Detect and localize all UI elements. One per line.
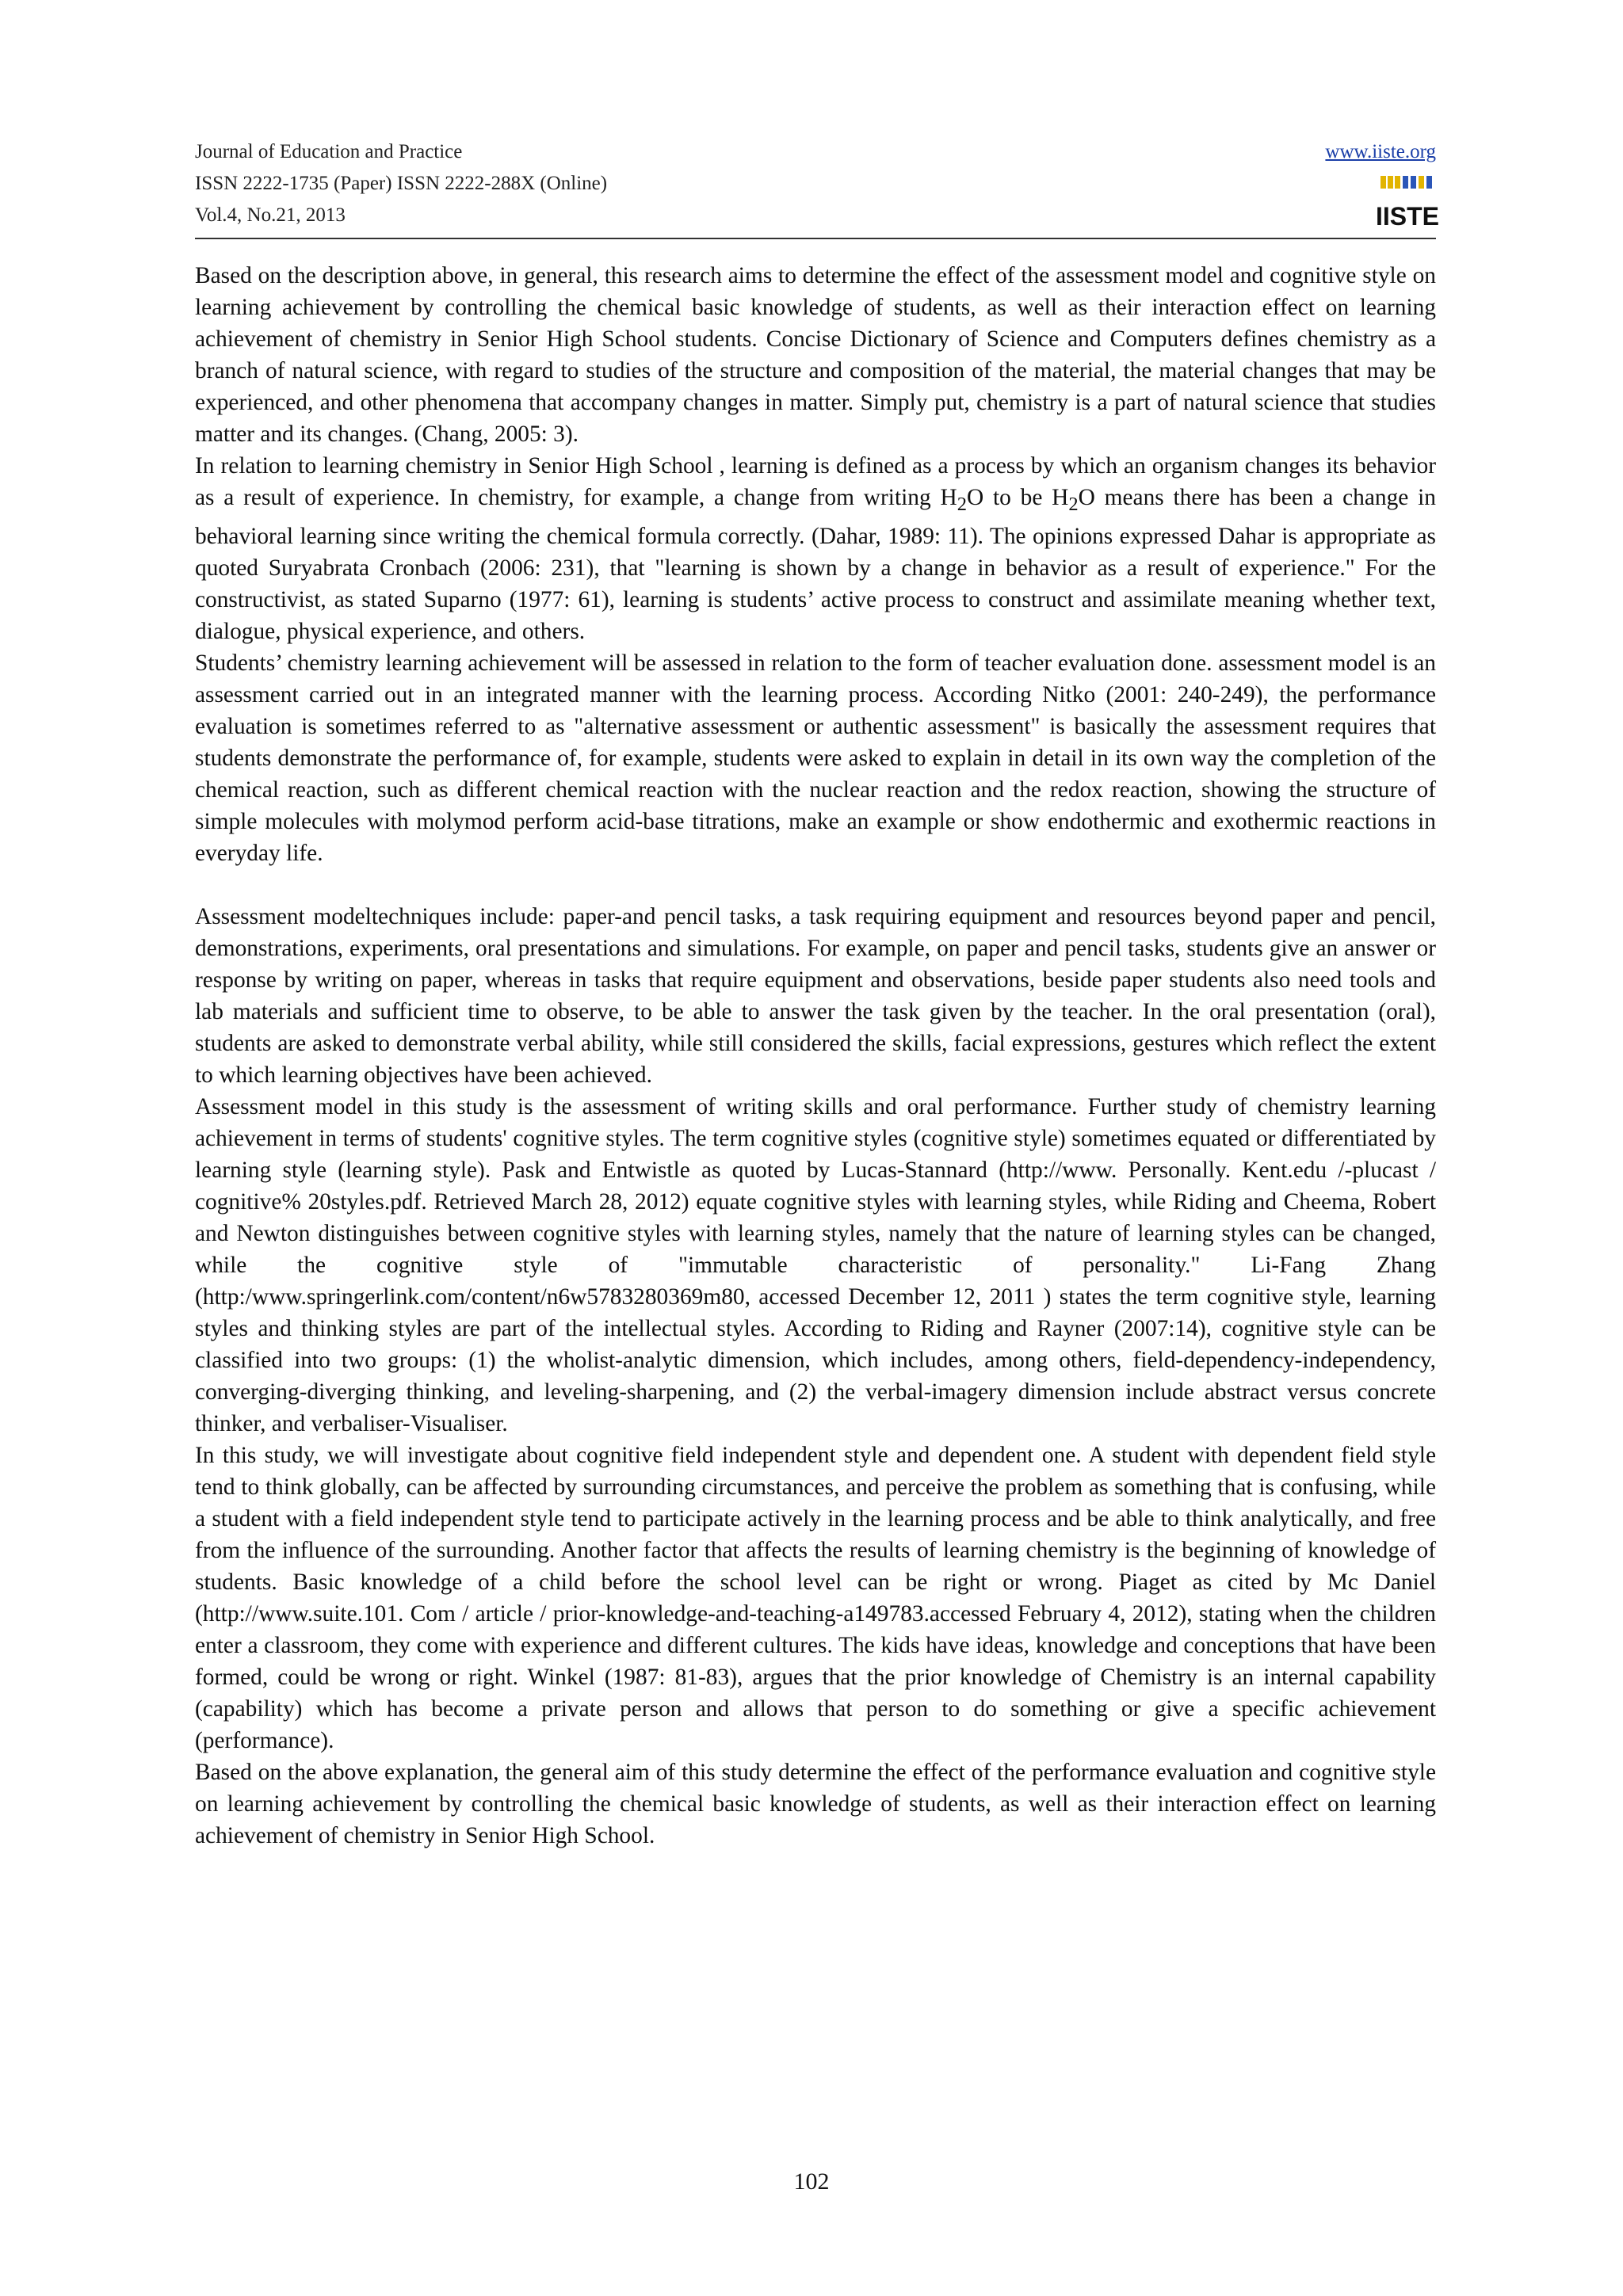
paragraph-conclusion: Based on the above explanation, the general aim of this study determine the effect of the performance evaluation and cognitive style on learning achievement by controlling the chemical basic knowledge of students, as well as their interaction effect on learning achievement of chemistry in Senior High School. bbox=[195, 1759, 1436, 1848]
paragraph-cognitive-styles: Assessment model in this study is the assessment of writing skills and oral performance. Further study of chemistry learning achievement in terms of students' cognitive styles. The term cognitive styles (cognitive style) sometimes equated or differentiated by learning style (learning style). Pask and Entwistle as quoted by Lucas-Stannard (http://www. Personally. Kent.edu /-plucast / cognitive% 20styles.pdf. Retrieved March 28, 2012) equate cognitive styles with learning styles, while Riding and Cheema, Robert and Newton distinguishes between cognitive styles with learning styles, namely that the nature of learning styles can be changed, while the cognitive style of "immutable characteristic of personality." Li-Fang Zhang (http:/www.springerlink.com/content/n6w5783280369m80, accessed December 12, 2011 ) states the term cognitive style, learning styles and thinking styles are part of the intellectual styles. According to Riding and Rayner (2007:14), cognitive style can be classified into two groups: (1) the wholist-analytic dimension, which includes, among others, field-dependency-independency, converging-diverging thinking, and leveling-sharpening, and (2) the verbal-imagery dimension include abstract versus concrete thinker, and verbaliser-Visualiser. bbox=[195, 1093, 1436, 1436]
journal-issn: ISSN 2222-1735 (Paper) ISSN 2222-288X (Online) bbox=[195, 173, 608, 194]
journal-info bbox=[195, 136, 607, 231]
paragraph-intro: Based on the description above, in general, this research aims to determine the effect of the assessment model and cognitive style on learning achievement by controlling the chemical basic knowledge of students, as well as their interaction effect on learning achievement of chemistry in Senior High School students. Concise Dictionary of Science and Computers defines chemistry as a branch of natural science, with regard to studies of the structure and composition of the material, the material changes that may be experienced, and other phenomena that accompany changes in matter. Simply put, chemistry is a part of natural science that studies matter and its changes. (Chang, 2005: 3). bbox=[195, 263, 1436, 447]
paragraph-assessment: Students’ chemistry learning achievement will be assessed in relation to the form of teacher evaluation done. assessment model is an assessment carried out in an integrated manner with the learning process. According Nitko (2001: 240-249), the performance evaluation is sometimes referred to as "alternative assessment or authentic assessment" is basically the assessment requires that students demonstrate the performance of, for example, students were asked to explain in detail in its own way the completion of the chemical reaction, such as different chemical reaction with the nuclear reaction and the redox reaction, showing the structure of simple molecules with molymod perform acid-base titrations, make an example or show endothermic and exothermic reactions in everyday life. bbox=[195, 650, 1436, 866]
journal-title: Journal of Education and Practice bbox=[195, 141, 463, 162]
paragraph-learning-definition bbox=[195, 450, 1436, 647]
paragraph-h2o-part3: O means there has been a change in behavioral learning since writing the chemical formula correctly. (Dahar, 1989: 11). The opinions expressed Dahar is appropriate as quoted Suryabrata Cronbach (2006: 231), that "learning is shown by a change in behavior as a result of experience." For the constructivist, as stated Suparno (1977: 61), learning is students’ active process to construct and assimilate meaning whether text, dialogue, physical experience, and others. bbox=[195, 485, 1436, 644]
journal-website-link[interactable]: www.iiste.org bbox=[1325, 141, 1436, 162]
page-header bbox=[195, 136, 1440, 239]
iiste-logo-icon bbox=[1375, 173, 1440, 231]
logo-text: IISTE bbox=[1375, 202, 1440, 231]
article-body bbox=[195, 260, 1436, 1852]
page-number: 102 bbox=[793, 2168, 830, 2195]
paragraph-field-independent: In this study, we will investigate about cognitive field independent style and dependent one. A student with dependent field style tend to think globally, can be affected by surrounding circumstances, and perceive the problem as something that is confusing, while a student with a field independent style tend to participate actively in the learning process and be able to think analytically, and free from the influence of the surrounding. Another factor that affects the results of learning chemistry is the beginning of knowledge of students. Basic knowledge of a child before the school level can be right or wrong. Piaget as cited by Mc Daniel (http://www.suite.101. Com / article / prior-knowledge-and-teaching-a149783.accessed February 4, 2012), stating when the children enter a classroom, they come with experience and different cultures. The kids have ideas, knowledge and conceptions that have been formed, could be wrong or right. Winkel (1987: 81-83), argues that the prior knowledge of Chemistry is an internal capability (capability) which has become a private person and allows that person to do something or give a specific achievement (performance). bbox=[195, 1442, 1436, 1753]
journal-volume: Vol.4, No.21, 2013 bbox=[195, 204, 346, 226]
paragraph-h2o-part2: O to be H bbox=[966, 485, 1069, 510]
paragraph-techniques: Assessment modeltechniques include: paper-and pencil tasks, a task requiring equipment and resources beyond paper and pencil, demonstrations, experiments, oral presentations and simulations. For example, on paper and pencil tasks, students give an answer or response by writing on paper, whereas in tasks that require equipment and observations, beside paper students also need tools and lab materials and sufficient time to observe, to be able to answer the task given by the teacher. In the oral presentation (oral), students are asked to demonstrate verbal ability, while still considered the skills, facial expressions, gestures which reflect the extent to which learning objectives have been achieved. bbox=[195, 903, 1436, 1088]
paragraph-h2o-part1: In relation to learning chemistry in Senior High School , learning is defined as a process by which an organism changes its behavior as a result of experience. In chemistry, for example, a change from writing H bbox=[195, 453, 1436, 510]
subscript-2: 2 bbox=[1068, 493, 1079, 515]
subscript-2: 2 bbox=[957, 493, 967, 515]
